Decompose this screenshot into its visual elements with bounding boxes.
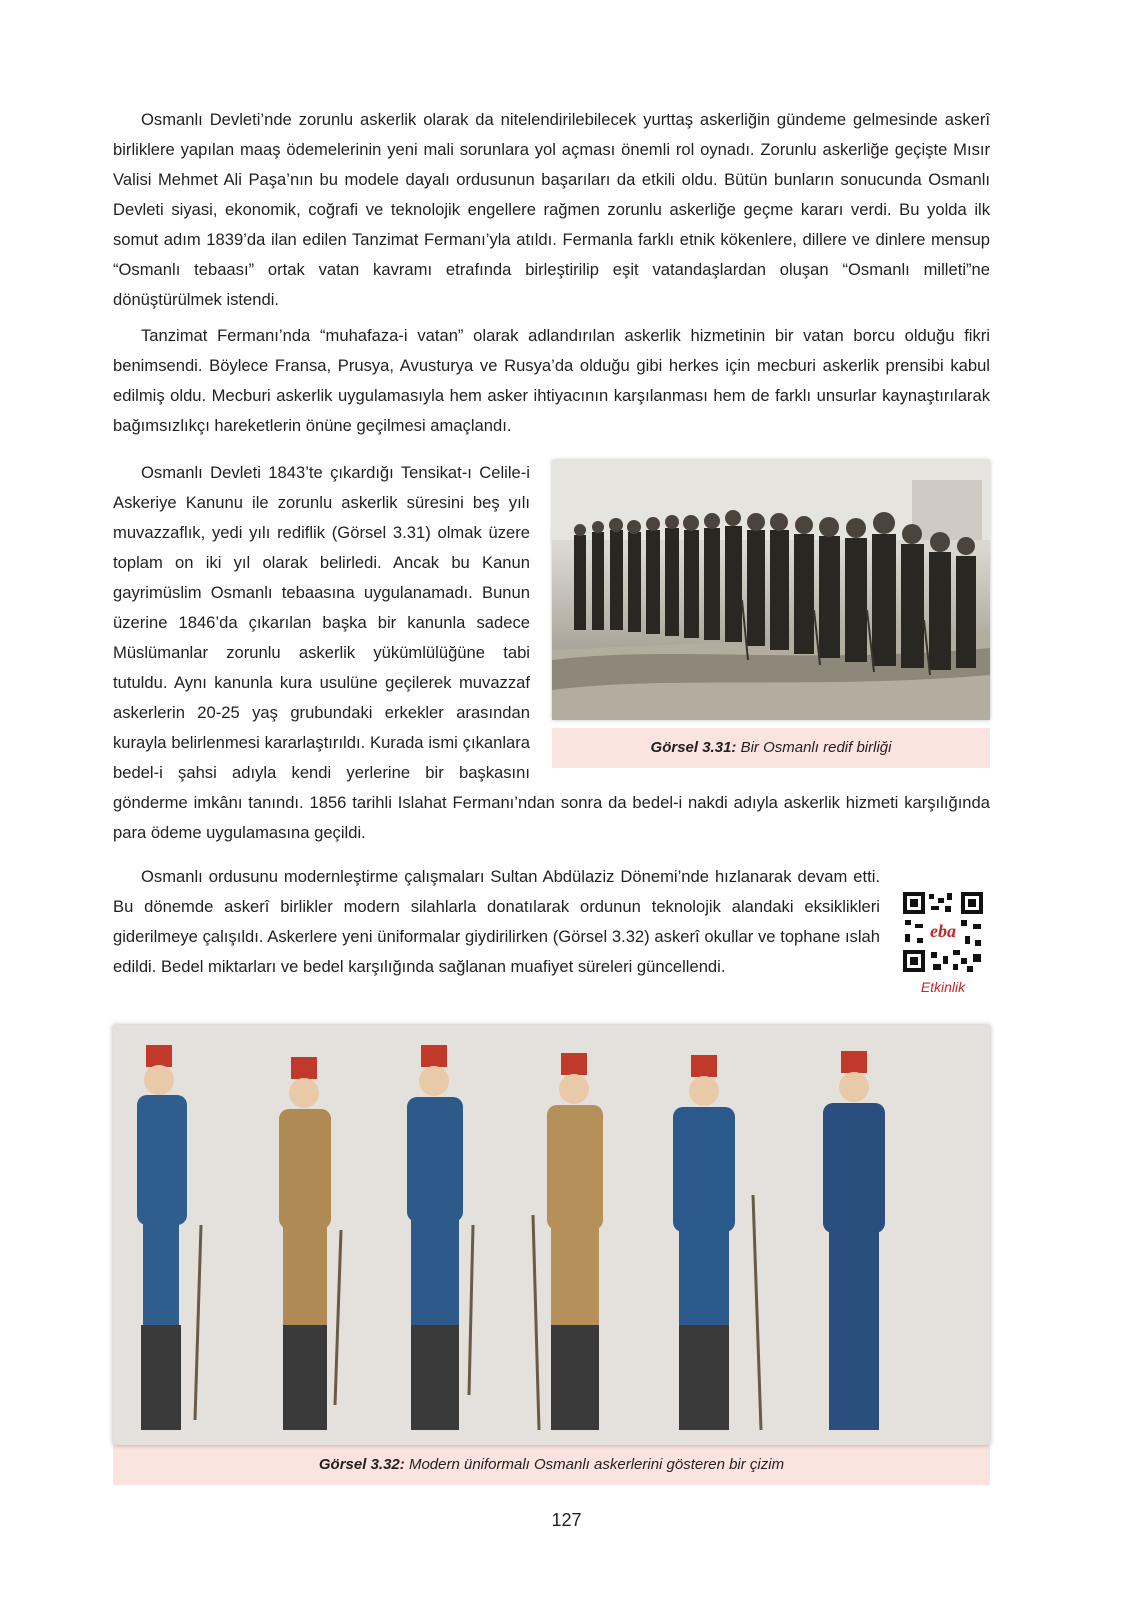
figure-3-32-label: Görsel 3.32: — [318, 1456, 405, 1473]
uniformed-soldiers-drawing — [113, 1025, 990, 1445]
paragraph-4-block — [113, 862, 990, 1000]
qr-code-icon[interactable] — [901, 890, 985, 974]
paragraph-3: Osmanlı Devleti 1843’te çıkardığı Tensikat-ı Celile-i Askeriye Kanunu ile zorunlu askerlik süresini beş yılı muvazzaflık, yedi yılı rediflik (Görsel 3.31) olmak üzere toplam on iki yıl olarak belirledi. Ancak bu Kanun gayrimüslim Osmanlı tebaasına uygulanamadı. Bunun üzerine 1846’da çıkarılan başka bir kanunla sadece Müslümanlar zorunlu askerlik yükümlülüğüne tabi tutuldu. Aynı kanunla kura usulüne geçilerek muvazzaf askerlerin 20-25 yaş grubundaki erkekler arasından kurayla belirlenmesi kararlaştırıldı. Kurada ismi çıkanlara bedel-i şahsi adıyla kendi yerlerine bir başkasını gönderme imkânı tanındı. 1856 tarihli Islahat Fermanı’ndan sonra da bedel-i nakdi adıyla askerlik hizmeti karşılığında para ödeme uygulamasına geçildi. — [113, 463, 990, 842]
soldiers-row-illustration — [552, 460, 990, 720]
paragraph-2: Tanzimat Fermanı’nda “muhafaza-i vatan” olarak adlandırılan askerlik hizmetinin bir vatan borcu olduğu fikri benimsendi. Böylece Fransa, Prusya, Avusturya ve Rusya’da olduğu gibi herkes için mecburi askerlik prensibi kabul edilmiş oldu. Mecburi askerlik uygulamasıyla hem asker ihtiyacının karşılanması hem de farklı unsurlar kaynaştırılarak bağımsızlıkçı hareketlerin önüne geçilmesi amaçlandı. — [113, 326, 990, 435]
eba-logo-text: eba — [930, 921, 956, 941]
paragraph-4: Osmanlı ordusunu modernleştirme çalışmaları Sultan Abdülaziz Dönemi’nde hızlanarak devam etti. Bu dönemde askerî birlikler modern silahlarla donatılarak ordunun teknolojik alandaki eksiklikleri giderilmeye çalışıldı. Askerlere yeni üniformalar giydirilirken (Görsel 3.32) askerî okullar ve tophane ıslah edildi. Bedel miktarları ve bedel karşılığında sağlanan muafiyet süreleri güncellendi. — [113, 867, 880, 976]
eba-activity-qr[interactable] — [896, 890, 990, 1000]
figure-3-31 — [552, 460, 990, 772]
page-number: 127 — [551, 1510, 582, 1530]
soldiers-drawing-illustration — [113, 1025, 990, 1445]
figure-3-31-caption — [552, 728, 990, 768]
paragraph-1: Osmanlı Devleti’nde zorunlu askerlik olarak da nitelendirilebilecek yurttaş askerliğin gündeme gelmesinde askerî birliklere yapılan maaş ödemelerinin yeni mali sorunlara yol açması önemli rol oynadı. Zorunlu askerliğe geçişte Mısır Valisi Mehmet Ali Paşa’nın bu modele dayalı ordusunun başarıları da etkili oldu. Bütün bunların sonucunda Osmanlı Devleti siyasi, ekonomik, coğrafi ve teknolojik engellere rağmen zorunlu askerliğe geçme kararı verdi. Bu yolda ilk somut adım 1839’da ilan edilen Tanzimat Fermanı’yla atıldı. Fermanla farklı etnik kökenlere, dillere ve dinlere mensup “Osmanlı tebaası” ortak vatan kavramı etrafında birleştirilip eşit vatandaşlardan oluşan “Osmanlı milleti”ne dönüştürülmek istendi. — [113, 110, 990, 309]
redif-unit-photo — [552, 460, 990, 720]
figure-3-32-text: Modern üniformalı Osmanlı askerlerini gösteren bir çizim — [404, 1456, 785, 1473]
figure-3-31-label: Görsel 3.31: — [650, 739, 737, 756]
qr-activity-label: Etkinlik — [920, 979, 966, 995]
figure-3-32 — [113, 1025, 990, 1485]
paragraph-3-block — [113, 458, 990, 848]
figure-3-32-caption — [113, 1445, 990, 1485]
figure-3-31-text: Bir Osmanlı redif birliği — [736, 739, 892, 756]
